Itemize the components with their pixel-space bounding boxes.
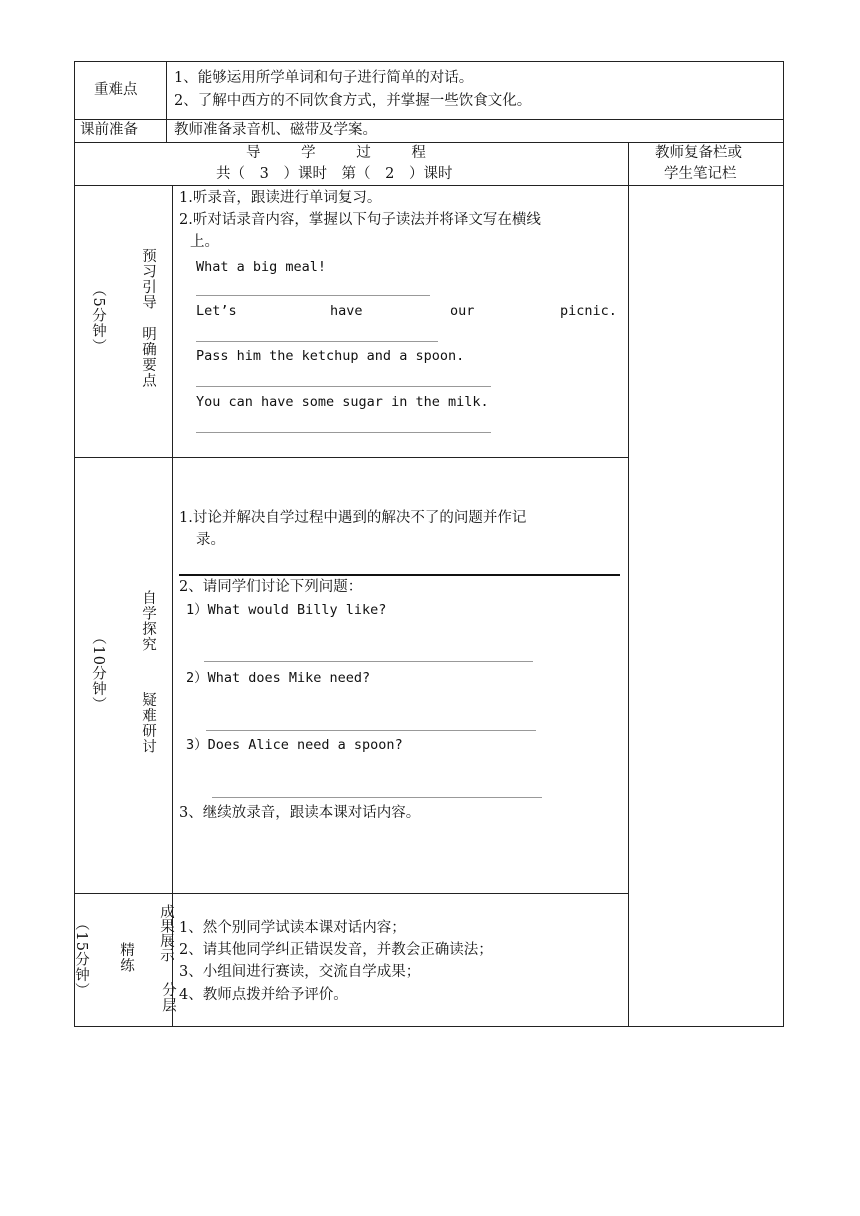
question-1: 1）What would Billy like? xyxy=(186,602,387,618)
prep-label: 课前准备 xyxy=(80,122,138,138)
key-points-label: 重难点 xyxy=(94,82,138,98)
sentence-2-word-3: our xyxy=(450,303,475,319)
preview-item-2-line-2: 上。 xyxy=(190,234,219,250)
practice-label-a: 精练 xyxy=(118,942,134,973)
translation-blank-3 xyxy=(196,386,491,387)
translation-blank-1 xyxy=(196,295,430,296)
explore-item-2: 2、请同学们讨论下列问题： xyxy=(179,579,363,595)
explore-label-b: 疑难研讨 xyxy=(140,692,156,754)
explore-item-1-line-1: 1.讨论并解决自学过程中遇到的解决不了的问题并作记 xyxy=(179,510,527,526)
preview-label-a: 预习引导 xyxy=(140,248,156,310)
explore-item-1-line-2: 录。 xyxy=(196,532,225,548)
preview-item-1: 1.听录音，跟读进行单词复习。 xyxy=(179,190,382,206)
answer-blank-1 xyxy=(204,661,533,662)
notes-column-title-2: 学生笔记栏 xyxy=(664,166,737,182)
preview-time: （5分钟） xyxy=(90,282,106,355)
notes-column-title-1: 教师复备栏或 xyxy=(655,145,742,161)
practice-line-4: 4、教师点拨并给予评价。 xyxy=(179,987,348,1003)
explore-item-3: 3、继续放录音，跟读本课对话内容。 xyxy=(179,805,421,821)
sentence-2-word-4: picnic. xyxy=(560,303,617,319)
practice-line-1: 1、然个别同学试读本课对话内容； xyxy=(179,920,406,936)
sentence-1: What a big meal! xyxy=(196,259,327,275)
preview-label-b: 明确要点 xyxy=(140,326,156,388)
explore-label-a: 自学探究 xyxy=(140,590,156,652)
key-point-line-1: 1、能够运用所学单词和句子进行简单的对话。 xyxy=(174,70,474,86)
answer-blank-3 xyxy=(212,797,542,798)
practice-label-b: 成果展示 xyxy=(158,904,174,962)
prep-text: 教师准备录音机、磁带及学案。 xyxy=(174,122,377,138)
practice-time: （15分钟） xyxy=(73,916,89,999)
answer-blank-2 xyxy=(206,730,536,731)
practice-line-3: 3、小组间进行赛读，交流自学成果； xyxy=(179,964,421,980)
sentence-4: You can have some sugar in the milk. xyxy=(196,394,489,410)
sentence-3: Pass him the ketchup and a spoon. xyxy=(196,348,465,364)
translation-blank-2 xyxy=(196,341,438,342)
explore-time: （10分钟） xyxy=(90,630,106,713)
process-title: 导 学 过 程 xyxy=(246,145,426,161)
question-2: 2）What does Mike need? xyxy=(186,670,371,686)
key-point-line-2: 2、了解中西方的不同饮食方式，并掌握一些饮食文化。 xyxy=(174,93,532,109)
sentence-2-word-2: have xyxy=(330,303,363,319)
sentence-2-word-1: Let’s xyxy=(196,303,237,319)
process-periods: 共（ 3 ）课时 第（ 2 ）课时 xyxy=(216,166,453,182)
question-3: 3）Does Alice need a spoon? xyxy=(186,737,403,753)
practice-line-2: 2、请其他同学纠正错误发音，并教会正确读法； xyxy=(179,942,493,958)
translation-blank-4 xyxy=(196,432,491,433)
discussion-record-line xyxy=(179,574,620,576)
preview-item-2-line-1: 2.听对话录音内容，掌握以下句子读法并将译文写在横线 xyxy=(179,212,541,228)
practice-label-c: 分层 xyxy=(160,982,176,1013)
